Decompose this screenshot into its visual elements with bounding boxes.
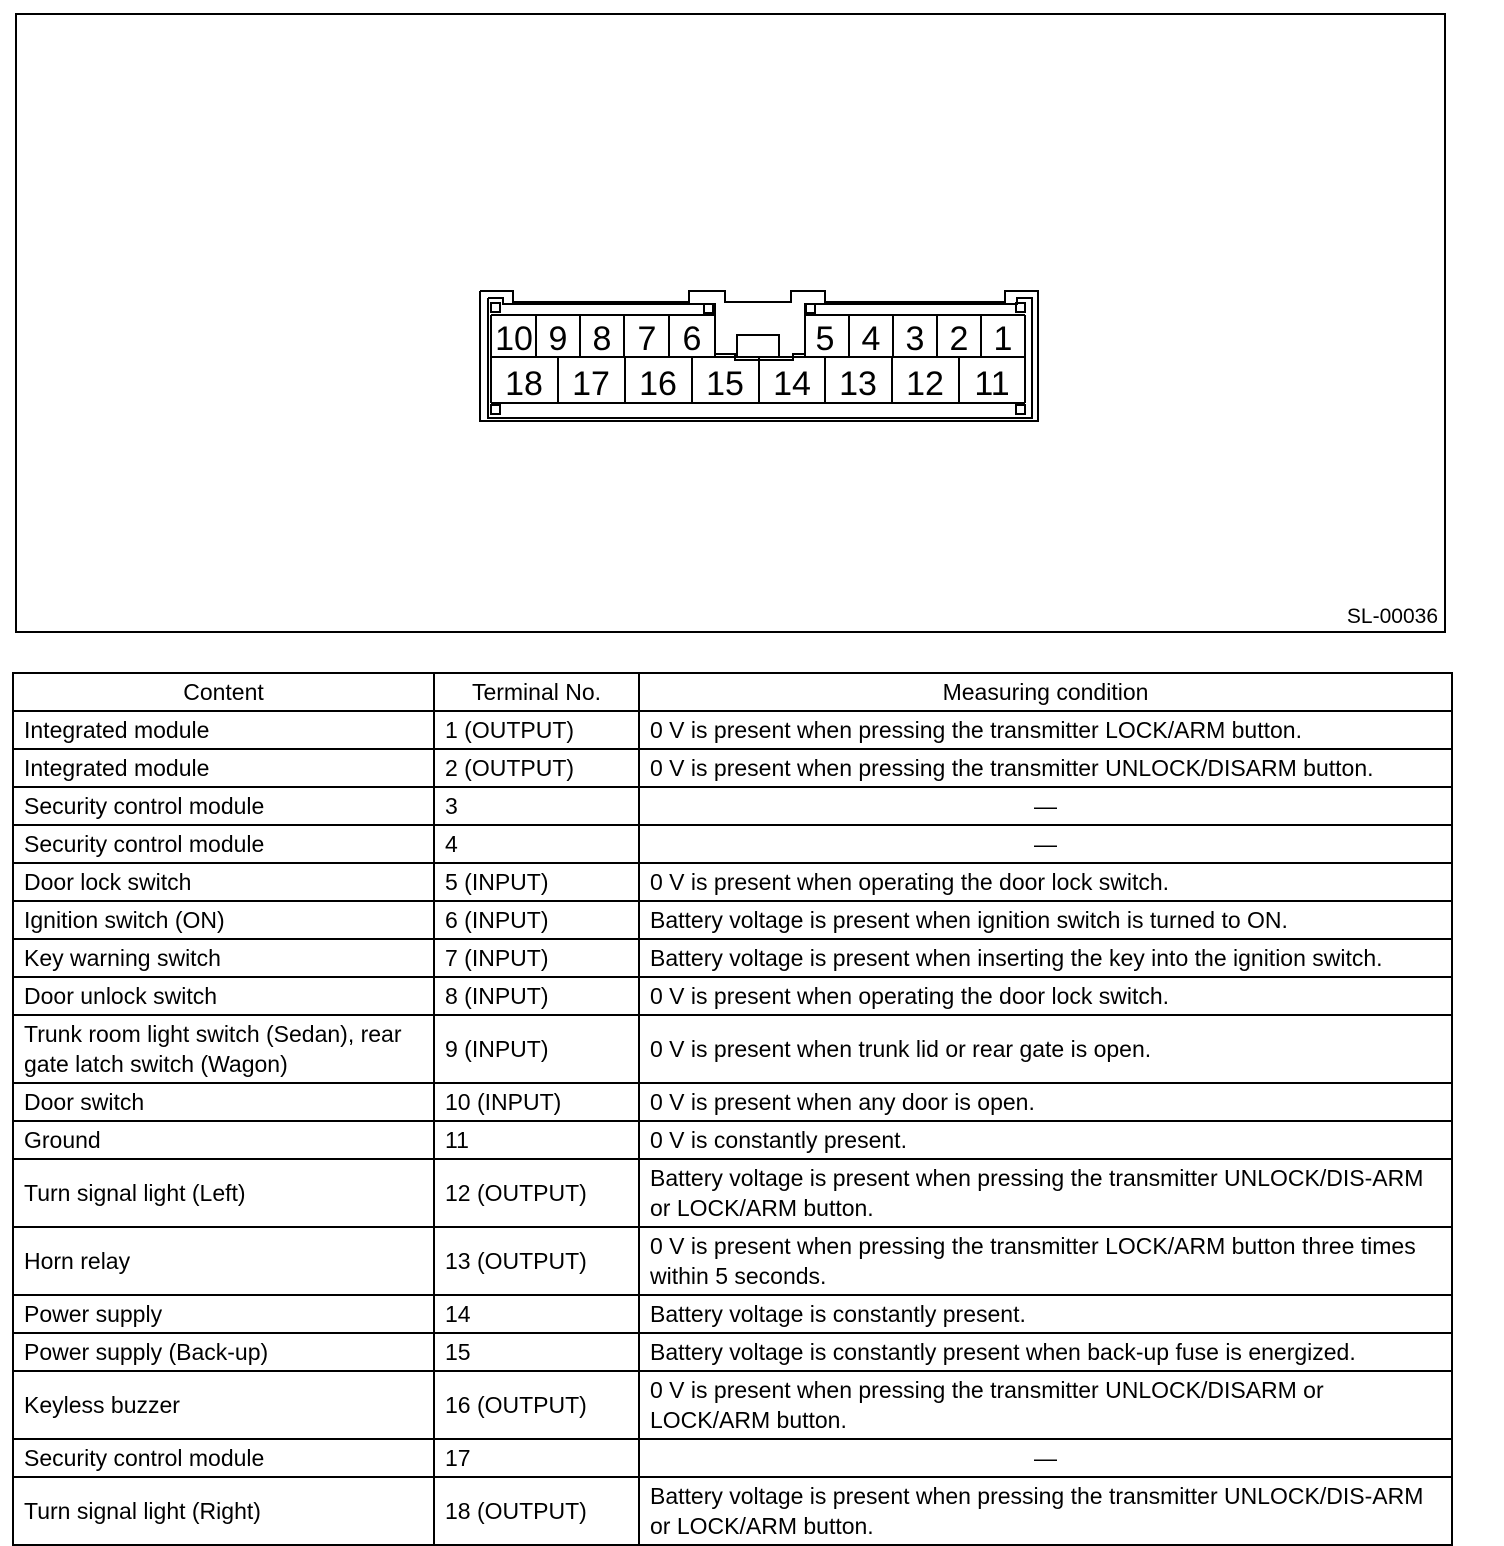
cell-content: Security control module (13, 825, 434, 863)
cell-terminal: 12 (OUTPUT) (434, 1159, 639, 1227)
table-row (13, 1159, 1452, 1227)
cell-content: Power supply (Back-up) (13, 1333, 434, 1371)
pin-6: 6 (682, 320, 702, 358)
cell-condition: Battery voltage is present when ignition switch is turned to ON. (639, 901, 1452, 939)
table-row (13, 1439, 1452, 1477)
cell-terminal: 2 (OUTPUT) (434, 749, 639, 787)
cell-content: Ground (13, 1121, 434, 1159)
cell-terminal: 14 (434, 1295, 639, 1333)
cell-condition: 0 V is present when pressing the transmitter LOCK/ARM button three times within 5 seconds. (639, 1227, 1452, 1295)
key-slot (737, 335, 779, 357)
cell-terminal: 13 (OUTPUT) (434, 1227, 639, 1295)
pin-12: 12 (906, 365, 944, 403)
cell-condition: 0 V is present when pressing the transmitter LOCK/ARM button. (639, 711, 1452, 749)
pin-18: 18 (505, 365, 543, 403)
table-row (13, 787, 1452, 825)
cell-content: Integrated module (13, 711, 434, 749)
cell-content: Door unlock switch (13, 977, 434, 1015)
table-row (13, 711, 1452, 749)
cell-content: Integrated module (13, 749, 434, 787)
cell-content: Turn signal light (Left) (13, 1159, 434, 1227)
cell-terminal: 15 (434, 1333, 639, 1371)
table-row (13, 1015, 1452, 1083)
pin-8: 8 (592, 320, 612, 358)
cell-terminal: 11 (434, 1121, 639, 1159)
pin-13: 13 (839, 365, 877, 403)
cell-condition: Battery voltage is constantly present when back-up fuse is energized. (639, 1333, 1452, 1371)
table-header-row (13, 673, 1452, 711)
header-condition: Measuring condition (639, 673, 1452, 711)
cell-terminal: 6 (INPUT) (434, 901, 639, 939)
pin-14: 14 (773, 365, 811, 403)
cell-terminal: 5 (INPUT) (434, 863, 639, 901)
latch-top-left (491, 303, 500, 312)
cell-terminal: 7 (INPUT) (434, 939, 639, 977)
cell-content: Keyless buzzer (13, 1371, 434, 1439)
cell-content: Trunk room light switch (Sedan), rear gate latch switch (Wagon) (13, 1015, 434, 1083)
pin-1: 1 (993, 320, 1013, 358)
cell-terminal: 10 (INPUT) (434, 1083, 639, 1121)
connector-diagram (17, 15, 1444, 631)
header-terminal: Terminal No. (434, 673, 639, 711)
cell-condition: 0 V is present when pressing the transmitter UNLOCK/DISARM or LOCK/ARM button. (639, 1371, 1452, 1439)
table-row (13, 749, 1452, 787)
connector-figure (15, 13, 1446, 633)
cell-terminal: 1 (OUTPUT) (434, 711, 639, 749)
cell-content: Key warning switch (13, 939, 434, 977)
latch-mid-left (704, 304, 713, 313)
cell-content: Power supply (13, 1295, 434, 1333)
terminal-table (12, 672, 1453, 1546)
pin-5: 5 (815, 320, 835, 358)
cell-content: Security control module (13, 787, 434, 825)
pin-11: 11 (974, 365, 1010, 403)
table-row (13, 825, 1452, 863)
pin-16: 16 (639, 365, 677, 403)
cell-terminal: 17 (434, 1439, 639, 1477)
cell-condition: — (639, 1439, 1452, 1477)
cell-terminal: 3 (434, 787, 639, 825)
table-row (13, 1083, 1452, 1121)
table-row (13, 977, 1452, 1015)
cell-terminal: 9 (INPUT) (434, 1015, 639, 1083)
pin-3: 3 (905, 320, 925, 358)
cell-content: Horn relay (13, 1227, 434, 1295)
table-row (13, 1333, 1452, 1371)
cell-terminal: 16 (OUTPUT) (434, 1371, 639, 1439)
cell-condition: 0 V is present when trunk lid or rear gate is open. (639, 1015, 1452, 1083)
table-body (13, 711, 1452, 1545)
pin-17: 17 (572, 365, 610, 403)
cell-content: Security control module (13, 1439, 434, 1477)
cell-content: Turn signal light (Right) (13, 1477, 434, 1545)
cell-content: Door switch (13, 1083, 434, 1121)
cell-terminal: 18 (OUTPUT) (434, 1477, 639, 1545)
cell-condition: Battery voltage is present when inserting the key into the ignition switch. (639, 939, 1452, 977)
table-row (13, 901, 1452, 939)
cell-condition: Battery voltage is present when pressing the transmitter UNLOCK/DIS-ARM or LOCK/ARM button. (639, 1477, 1452, 1545)
figure-id: SL-00036 (1346, 605, 1438, 628)
pin-15: 15 (706, 365, 744, 403)
cell-condition: 0 V is present when operating the door lock switch. (639, 977, 1452, 1015)
pin-10: 10 (495, 320, 533, 358)
latch-bottom-left (491, 405, 500, 414)
cell-terminal: 4 (434, 825, 639, 863)
table-row (13, 1477, 1452, 1545)
latch-mid-right (806, 304, 815, 313)
cell-condition: 0 V is present when operating the door lock switch. (639, 863, 1452, 901)
cell-content: Door lock switch (13, 863, 434, 901)
cell-condition: 0 V is constantly present. (639, 1121, 1452, 1159)
latch-bottom-right (1016, 405, 1025, 414)
pin-9: 9 (548, 320, 568, 358)
table-row (13, 1227, 1452, 1295)
cell-content: Ignition switch (ON) (13, 901, 434, 939)
table-row (13, 863, 1452, 901)
header-content: Content (13, 673, 434, 711)
cell-condition: 0 V is present when pressing the transmitter UNLOCK/DISARM button. (639, 749, 1452, 787)
cell-terminal: 8 (INPUT) (434, 977, 639, 1015)
cell-condition: — (639, 825, 1452, 863)
pin-2: 2 (949, 320, 969, 358)
table-row (13, 1121, 1452, 1159)
table-row (13, 1371, 1452, 1439)
cell-condition: Battery voltage is constantly present. (639, 1295, 1452, 1333)
table-row (13, 1295, 1452, 1333)
pin-4: 4 (861, 320, 881, 358)
cell-condition: 0 V is present when any door is open. (639, 1083, 1452, 1121)
cell-condition: — (639, 787, 1452, 825)
pin-7: 7 (637, 320, 657, 358)
cell-condition: Battery voltage is present when pressing the transmitter UNLOCK/DIS-ARM or LOCK/ARM button. (639, 1159, 1452, 1227)
table-row (13, 939, 1452, 977)
